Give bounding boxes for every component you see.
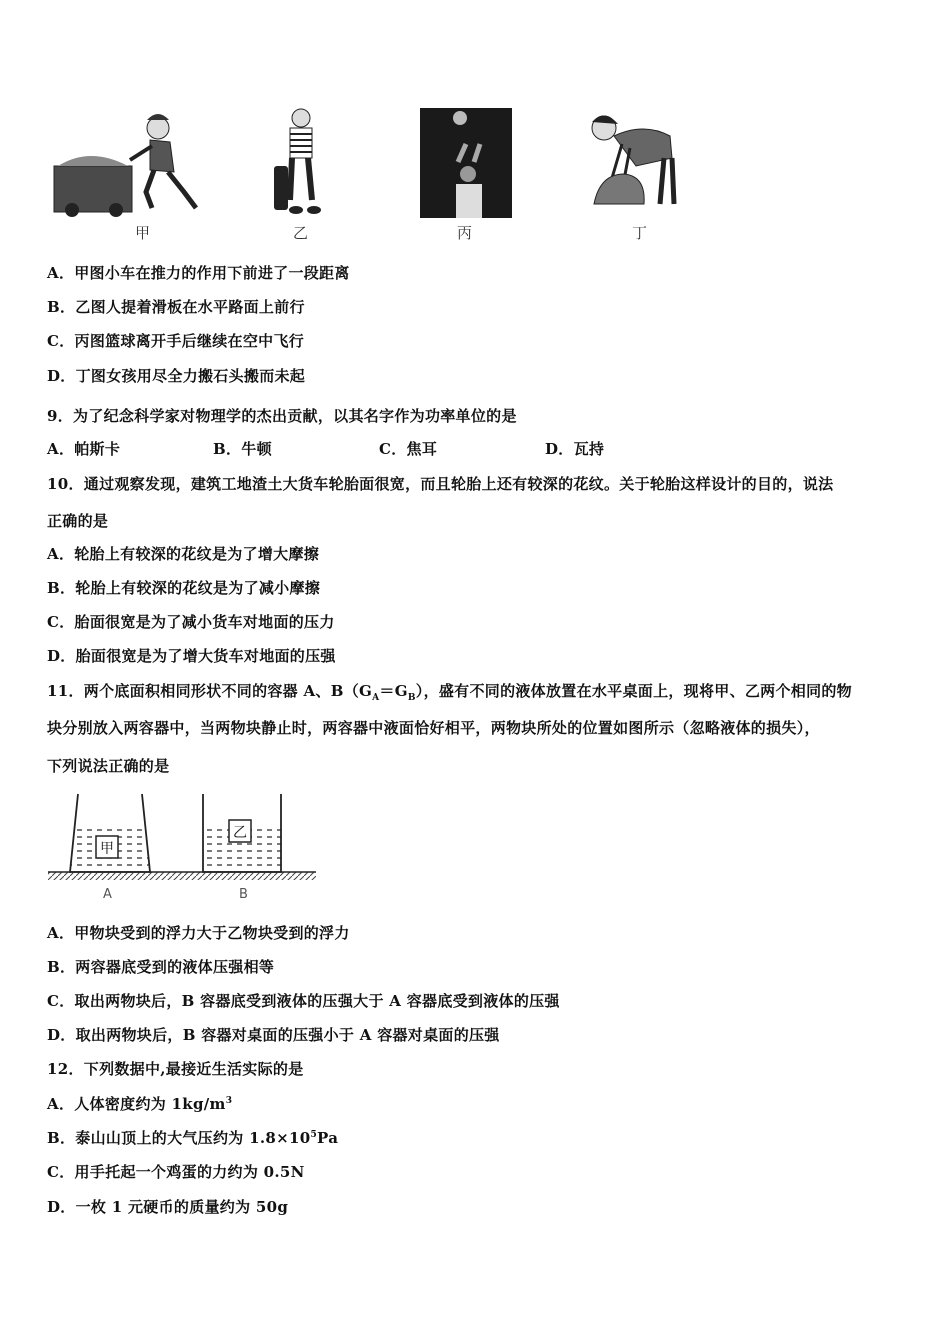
q10-option-b: B．轮胎上有较深的花纹是为了减小摩擦 — [47, 579, 321, 597]
q11-stem-part-a: 11．两个底面积相同形状不同的容器 A、B（G — [47, 682, 373, 700]
q9-stem: 9．为了纪念科学家对物理学的杰出贡献，以其名字作为功率单位的是 — [47, 407, 517, 425]
q9-option-c: C．焦耳 — [379, 440, 438, 458]
q11-block-jia: 甲 — [100, 841, 114, 857]
caption-yi: 乙 — [293, 224, 309, 242]
q11-sub-b: B — [407, 693, 416, 703]
q10-stem-line2: 正确的是 — [47, 512, 109, 530]
q11-stem-line1 — [47, 680, 852, 703]
q9-option-a: A．帕斯卡 — [47, 440, 121, 458]
q11-block-yi: 乙 — [233, 825, 247, 841]
q9-option-d: D．瓦持 — [545, 440, 605, 458]
q11-figure — [46, 792, 318, 904]
figure-ding — [574, 108, 680, 212]
caption-bing: 丙 — [457, 224, 473, 242]
q12-option-b-tail: Pa — [317, 1129, 339, 1147]
figure-bing — [420, 108, 512, 218]
q12-option-a-text: A．人体密度约为 1kg/m — [47, 1095, 226, 1113]
q11-stem-line2: 块分别放入两容器中，当两物块静止时，两容器中液面恰好相平，两物块所处的位置如图所示（忽略液体的损失）， — [47, 719, 820, 737]
q11-stem-part-b: ），盛有不同的液体放置在水平桌面上，现将甲、乙两个相同的物 — [415, 682, 852, 700]
figure-yi — [268, 108, 328, 220]
q11-sub-a: A — [372, 693, 380, 703]
figure-jia — [50, 108, 210, 218]
q8-option-b: B．乙图人提着滑板在水平路面上前行 — [47, 298, 305, 316]
q9-option-b: B．牛顿 — [213, 440, 272, 458]
q12-option-b — [47, 1127, 338, 1148]
q8-option-d: D．丁图女孩用尽全力搬石头搬而未起 — [47, 367, 306, 385]
q8-option-c: C．丙图篮球离开手后继续在空中飞行 — [47, 332, 305, 350]
q10-stem-line1: 10．通过观察发现，建筑工地渣土大货车轮胎面很宽，而且轮胎上还有较深的花纹。关于轮胎这样设计的目的，说法 — [47, 475, 834, 493]
q12-option-b-text: B．泰山山顶上的大气压约为 1.8×10 — [47, 1129, 311, 1147]
q10-option-d: D．胎面很宽是为了增大货车对地面的压强 — [47, 647, 336, 665]
q11-label-a: A — [103, 887, 112, 902]
q10-option-a: A．轮胎上有较深的花纹是为了增大摩擦 — [47, 545, 320, 563]
q8-option-a: A．甲图小车在推力的作用下前进了一段距离 — [47, 264, 350, 282]
q11-option-c: C．取出两物块后，B 容器底受到液体的压强大于 A 容器底受到液体的压强 — [47, 992, 560, 1010]
q11-option-b: B．两容器底受到的液体压强相等 — [47, 958, 275, 976]
q12-option-a — [47, 1093, 232, 1114]
q12-option-d: D．一枚 1 元硬币的质量约为 50g — [47, 1198, 289, 1216]
q12-option-c: C．用手托起一个鸡蛋的力约为 0.5N — [47, 1163, 305, 1181]
q11-eq: ＝G — [379, 682, 408, 700]
q11-option-d: D．取出两物块后，B 容器对桌面的压强小于 A 容器对桌面的压强 — [47, 1026, 500, 1044]
q12-option-a-sup: 3 — [225, 1096, 233, 1106]
q11-option-a: A．甲物块受到的浮力大于乙物块受到的浮力 — [47, 924, 350, 942]
q11-label-b: B — [239, 887, 248, 902]
q11-stem-line3: 下列说法正确的是 — [47, 757, 170, 775]
caption-jia: 甲 — [135, 224, 151, 242]
caption-ding: 丁 — [632, 224, 648, 242]
q10-option-c: C．胎面很宽是为了减小货车对地面的压力 — [47, 613, 335, 631]
q12-stem: 12．下列数据中,最接近生活实际的是 — [47, 1060, 304, 1078]
q9-options — [47, 438, 711, 459]
q12-option-b-sup: 5 — [310, 1130, 318, 1140]
